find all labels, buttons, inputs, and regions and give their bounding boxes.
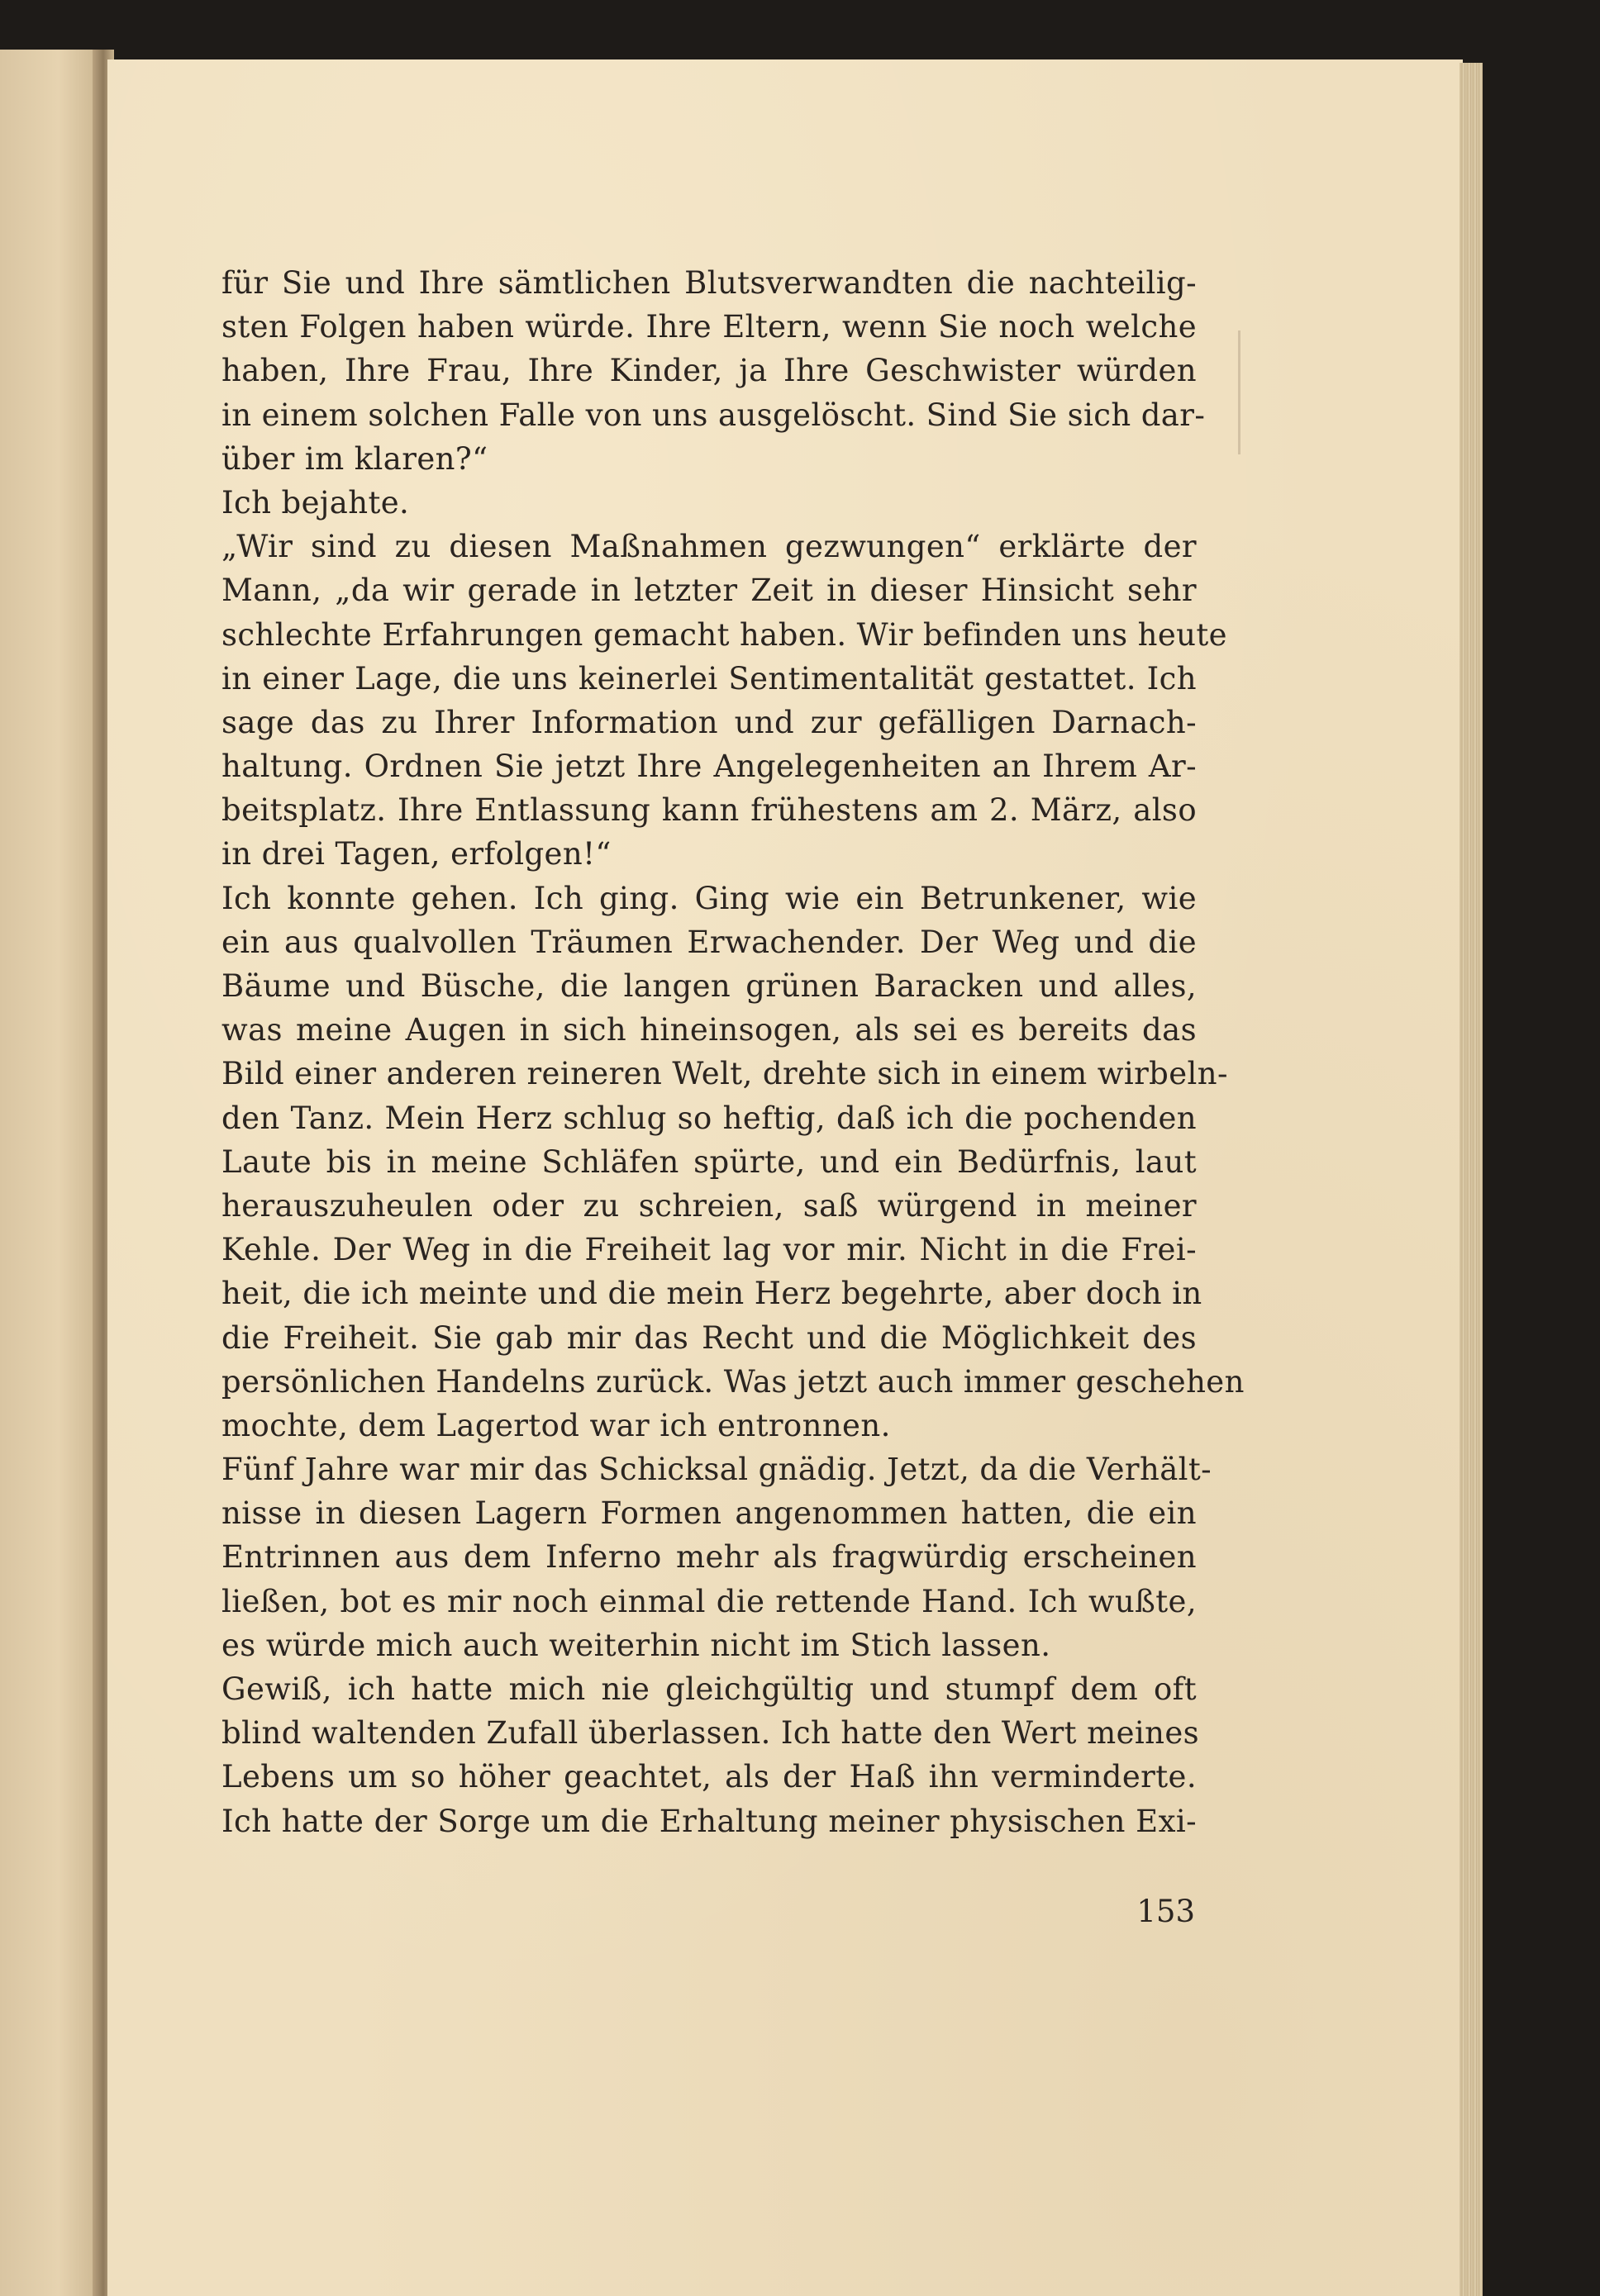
text-line: ein aus qualvollen Träumen Erwachender. Der Weg und die — [221, 924, 1197, 960]
text-line: Mann, „da wir gerade in letzter Zeit in dieser Hinsicht sehr — [221, 573, 1197, 609]
text-line: Kehle. Der Weg in die Freiheit lag vor mir. Nicht in die Frei- — [221, 1232, 1197, 1268]
text-line: haben, Ihre Frau, Ihre Kinder, ja Ihre Geschwister würden — [221, 353, 1197, 389]
text-line: herauszuheulen oder zu schreien, saß würgend in meiner — [221, 1187, 1197, 1224]
page-number: 153 — [1136, 1894, 1195, 1929]
text-line: für Sie und Ihre sämtlichen Blutsverwandten die nachteilig- — [221, 265, 1197, 301]
text-line: mochte, dem Lagertod war ich entronnen. — [221, 1407, 891, 1443]
text-line: es würde mich auch weiterhin nicht im Stich lassen. — [221, 1627, 1051, 1663]
text-line: schlechte Erfahrungen gemacht haben. Wir befinden uns heute — [221, 616, 1227, 653]
text-line: sage das zu Ihrer Information und zur gefälligen Darnach- — [221, 704, 1197, 740]
text-line: heit, die ich meinte und die mein Herz begehrte, aber doch in — [221, 1276, 1202, 1312]
body-text — [221, 261, 1245, 1843]
text-line: Bild einer anderen reineren Welt, drehte sich in einem wirbeln- — [221, 1056, 1228, 1092]
text-line: Fünf Jahre war mir das Schicksal gnädig. Jetzt, da die Verhält- — [221, 1452, 1212, 1488]
text-line: nisse in diesen Lagern Formen angenommen hatten, die ein — [221, 1495, 1197, 1532]
text-line: Gewiß, ich hatte mich nie gleichgültig und stumpf dem oft — [221, 1671, 1197, 1707]
text-line: „Wir sind zu diesen Maßnahmen gezwungen“ erklärte der — [221, 529, 1197, 565]
page-stack-edge — [1460, 63, 1483, 2296]
text-line: den Tanz. Mein Herz schlug so heftig, daß ich die pochenden — [221, 1100, 1197, 1136]
text-line: sten Folgen haben würde. Ihre Eltern, wenn Sie noch welche — [221, 309, 1197, 345]
text-line: über im klaren?“ — [221, 440, 488, 477]
text-line: die Freiheit. Sie gab mir das Recht und die Möglichkeit des — [221, 1319, 1197, 1356]
margin-pencil-mark — [1238, 330, 1240, 454]
text-line: in einer Lage, die uns keinerlei Sentimentalität gestattet. Ich — [221, 660, 1197, 696]
text-line: Entrinnen aus dem Inferno mehr als fragwürdig erscheinen — [221, 1539, 1197, 1576]
text-line: Ich hatte der Sorge um die Erhaltung meiner physischen Exi- — [221, 1803, 1197, 1839]
text-line: ließen, bot es mir noch einmal die rettende Hand. Ich wußte, — [221, 1583, 1197, 1619]
text-line: Lebens um so höher geachtet, als der Haß ihn verminderte. — [221, 1759, 1197, 1795]
text-line: haltung. Ordnen Sie jetzt Ihre Angelegenheiten an Ihrem Ar- — [221, 749, 1197, 785]
facing-page-edge — [0, 50, 98, 2296]
text-line: Ich konnte gehen. Ich ging. Ging wie ein Betrunkener, wie — [221, 880, 1197, 916]
text-line: in einem solchen Falle von uns ausgelöscht. Sind Sie sich dar- — [221, 397, 1206, 433]
text-line: beitsplatz. Ihre Entlassung kann frühestens am 2. März, also — [221, 792, 1197, 829]
text-line: Laute bis in meine Schläfen spürte, und ein Bedürfnis, laut — [221, 1143, 1197, 1180]
text-line: persönlichen Handelns zurück. Was jetzt auch immer geschehen — [221, 1363, 1245, 1400]
text-line: Ich bejahte. — [221, 484, 410, 521]
text-line: blind waltenden Zufall überlassen. Ich hatte den Wert meines — [221, 1715, 1200, 1752]
text-line: Bäume und Büsche, die langen grünen Baracken und alles, — [221, 968, 1197, 1004]
text-line: in drei Tagen, erfolgen!“ — [221, 836, 612, 872]
text-line: was meine Augen in sich hineinsogen, als sei es bereits das — [221, 1012, 1197, 1048]
